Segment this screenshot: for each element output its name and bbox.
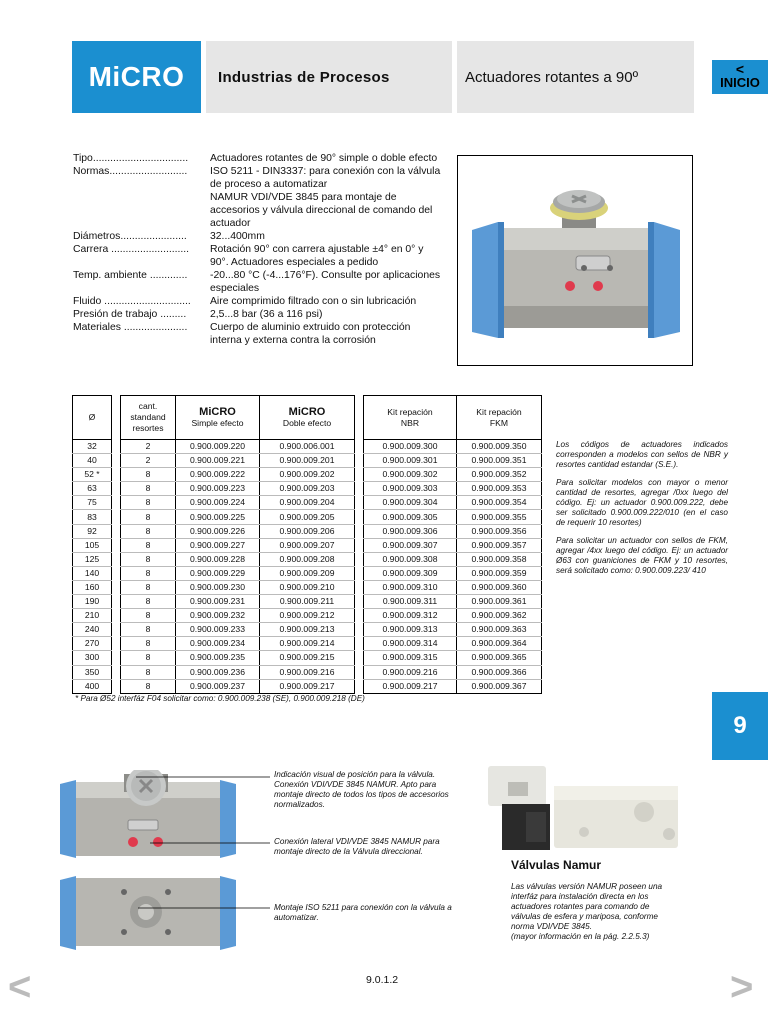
spec-label: Normas........................... [73,166,188,177]
cell-diameter: 52 * [73,468,112,482]
cell-kit-nbr: 0.900.009.314 [364,637,457,651]
cell-kit-fkm: 0.900.009.353 [457,482,542,496]
cell-simple: 0.900.009.224 [176,496,260,510]
cell-quantity: 2 [121,440,176,454]
cell-simple: 0.900.009.223 [176,482,260,496]
actuator-photo [457,155,693,366]
cell-diameter: 105 [73,538,112,552]
cell-simple: 0.900.009.230 [176,580,260,594]
cell-simple: 0.900.009.229 [176,566,260,580]
cell-diameter: 160 [73,580,112,594]
table-row [73,440,542,454]
spec-value: Actuadores rotantes de 90° simple o doble efecto [210,153,438,164]
header-simple [176,396,260,440]
spec-row [73,308,443,321]
cell-doble: 0.900.009.208 [260,552,355,566]
table-row [73,580,542,594]
cell-quantity: 8 [121,496,176,510]
cell-diameter: 240 [73,623,112,637]
prev-page-button[interactable]: < [8,965,32,1009]
header-quantity: cant. standand resortes [121,396,176,440]
cell-diameter: 92 [73,524,112,538]
valves-description: Las válvulas versión NAMUR poseen una interfáz para instalación directa en los actuadores rotantes para comando de válvulas de esfera y mariposa, conforme norma VDI/VDE 3845. (mayor información en la pág. 2.2.5.3) [511,882,663,941]
cell-diameter: 400 [73,679,112,693]
header-doble-label: Doble efecto [282,417,332,428]
header-kit-fkm: Kit repación FKM [457,396,542,440]
table-row [73,609,542,623]
cell-kit-nbr: 0.900.009.216 [364,665,457,679]
cell-quantity: 8 [121,566,176,580]
cell-kit-fkm: 0.900.009.363 [457,623,542,637]
chapter-tab[interactable]: 9 [712,692,768,760]
table-row [73,482,542,496]
cell-diameter: 300 [73,651,112,665]
cell-simple: 0.900.009.233 [176,623,260,637]
cell-simple: 0.900.009.236 [176,665,260,679]
spec-row [73,295,443,308]
cell-doble: 0.900.009.216 [260,665,355,679]
cell-simple: 0.900.009.237 [176,679,260,693]
header-diameter: Ø [73,396,112,440]
caption-iso: Montaje ISO 5211 para conexión con la válvula a automatizar. [274,903,452,922]
page-subtitle: Actuadores rotantes a 90º [457,41,694,113]
caption-indicator: Indicación visual de posición para la válvula. Conexión VDI/VDE 3845 NAMUR. Apto para montaje directo de todos los tipos de accesorios normalizados. [274,770,449,809]
cell-kit-fkm: 0.900.009.359 [457,566,542,580]
cell-kit-fkm: 0.900.009.366 [457,665,542,679]
page-number: 9.0.1.2 [366,974,399,986]
cell-doble: 0.900.009.207 [260,538,355,552]
cell-diameter: 83 [73,510,112,524]
cell-kit-nbr: 0.900.009.315 [364,651,457,665]
table-row [73,538,542,552]
spec-row [73,321,443,347]
section-title: Industrias de Procesos [206,41,452,113]
cell-kit-nbr: 0.900.009.304 [364,496,457,510]
cell-simple: 0.900.009.235 [176,651,260,665]
cell-simple: 0.900.009.232 [176,609,260,623]
cell-simple: 0.900.009.228 [176,552,260,566]
spec-row [73,269,443,295]
cell-kit-nbr: 0.900.009.301 [364,454,457,468]
chevron-left-icon: < [735,61,745,77]
cell-simple: 0.900.009.222 [176,468,260,482]
cell-quantity: 8 [121,552,176,566]
spec-label: Temp. ambiente ............. [73,270,188,281]
cell-doble: 0.900.006.001 [260,440,355,454]
cell-doble: 0.900.009.217 [260,679,355,693]
cell-doble: 0.900.009.215 [260,651,355,665]
cell-doble: 0.900.009.201 [260,454,355,468]
cell-simple: 0.900.009.226 [176,524,260,538]
cell-kit-fkm: 0.900.009.362 [457,609,542,623]
cell-diameter: 350 [73,665,112,679]
cell-doble: 0.900.009.211 [260,595,355,609]
cell-kit-fkm: 0.900.009.358 [457,552,542,566]
next-page-button[interactable]: > [730,965,754,1009]
spec-value: ISO 5211 - DIN3337: para conexión con la válvula de proceso a automatizar NAMUR VDI/VDE 3845 para montaje de accesorios y válvula direccional de comando del actuador [210,166,441,229]
table-footnote: * Para Ø52 interfáz F04 solicitar como: 0.900.009.238 (SE), 0.900.009.218 (DE) [75,694,365,703]
spec-value: Rotación 90° con carrera ajustable ±4° en 0° y 90°. Actuadores especiales a pedido [210,244,424,268]
cell-diameter: 210 [73,609,112,623]
header-simple-label: Simple efecto [191,417,244,428]
cell-kit-nbr: 0.900.009.305 [364,510,457,524]
cell-kit-fkm: 0.900.009.350 [457,440,542,454]
table-row [73,623,542,637]
cell-kit-nbr: 0.900.009.312 [364,609,457,623]
cell-kit-fkm: 0.900.009.354 [457,496,542,510]
note-3: Para solicitar un actuador con sellos de FKM, agregar /4xx luego del código. Ej: un actuador Ø63 con guaniciones de FKM y 10 resortes, será solicitado como: 0.900.009.223/ 410 [556,536,728,575]
cell-kit-fkm: 0.900.009.351 [457,454,542,468]
caption-namur: Conexión lateral VDI/VDE 3845 NAMUR para montaje directo de la Válvula direccional. [274,837,440,856]
spec-list [73,152,443,347]
cell-simple: 0.900.009.231 [176,595,260,609]
spec-value: -20...80 °C (-4...176°F). Consulte por aplicaciones especiales [210,270,441,294]
header-doble [260,396,355,440]
cell-quantity: 8 [121,580,176,594]
table-row [73,665,542,679]
home-label: INICIO [720,75,760,90]
cell-doble: 0.900.009.203 [260,482,355,496]
cell-diameter: 32 [73,440,112,454]
cell-doble: 0.900.009.212 [260,609,355,623]
cell-diameter: 63 [73,482,112,496]
note-1: Los códigos de actuadores indicados corresponden a modelos con sellos de NBR y resortes cantidad estandar (S.E.). [556,440,728,469]
header-kit-nbr: Kit repación NBR [364,396,457,440]
cell-quantity: 8 [121,637,176,651]
spec-row [73,230,443,243]
valves-title: Válvulas Namur [511,858,602,872]
namur-valve-photo [484,762,684,854]
cell-kit-nbr: 0.900.009.303 [364,482,457,496]
spec-label: Carrera ........................... [73,244,190,255]
cell-doble: 0.900.009.204 [260,496,355,510]
spec-label: Presión de trabajo ......... [73,309,187,320]
ordering-notes [556,440,728,584]
cell-diameter: 40 [73,454,112,468]
cell-diameter: 140 [73,566,112,580]
cell-simple: 0.900.009.225 [176,510,260,524]
cell-kit-nbr: 0.900.009.302 [364,468,457,482]
cell-quantity: 8 [121,609,176,623]
cell-kit-fkm: 0.900.009.364 [457,637,542,651]
spec-row [73,165,443,230]
cell-kit-nbr: 0.900.009.306 [364,524,457,538]
cell-doble: 0.900.009.213 [260,623,355,637]
cell-kit-nbr: 0.900.009.300 [364,440,457,454]
table-row [73,552,542,566]
cell-quantity: 8 [121,524,176,538]
table-row [73,679,542,693]
spec-label: Diámetros....................... [73,231,187,242]
cell-kit-nbr: 0.900.009.217 [364,679,457,693]
table-row [73,637,542,651]
cell-diameter: 270 [73,637,112,651]
actuator-illustration [458,156,692,365]
home-button[interactable] [712,60,768,94]
table-row [73,468,542,482]
cell-kit-nbr: 0.900.009.313 [364,623,457,637]
cell-quantity: 8 [121,665,176,679]
cell-diameter: 190 [73,595,112,609]
cell-quantity: 8 [121,510,176,524]
spec-label: Tipo................................. [73,153,189,164]
cell-quantity: 8 [121,623,176,637]
cell-quantity: 8 [121,595,176,609]
cell-kit-fkm: 0.900.009.360 [457,580,542,594]
cell-kit-fkm: 0.900.009.361 [457,595,542,609]
cell-simple: 0.900.009.220 [176,440,260,454]
cell-quantity: 8 [121,538,176,552]
caption-leaders [130,765,280,915]
cell-kit-fkm: 0.900.009.367 [457,679,542,693]
actuator-codes-table [72,395,542,694]
cell-quantity: 8 [121,482,176,496]
table-row [73,524,542,538]
cell-kit-fkm: 0.900.009.365 [457,651,542,665]
cell-doble: 0.900.009.209 [260,566,355,580]
cell-doble: 0.900.009.214 [260,637,355,651]
cell-diameter: 75 [73,496,112,510]
cell-doble: 0.900.009.210 [260,580,355,594]
cell-simple: 0.900.009.221 [176,454,260,468]
spec-value: 32...400mm [210,231,265,242]
header-brand-doble: MiCRO [288,405,326,418]
cell-doble: 0.900.009.205 [260,510,355,524]
header-brand-simple: MiCRO [199,405,236,418]
spec-row [73,152,443,165]
cell-kit-fkm: 0.900.009.352 [457,468,542,482]
cell-kit-nbr: 0.900.009.310 [364,580,457,594]
cell-kit-fkm: 0.900.009.355 [457,510,542,524]
spec-value: 2,5...8 bar (36 a 116 psi) [210,309,323,320]
cell-kit-fkm: 0.900.009.357 [457,538,542,552]
cell-kit-nbr: 0.900.009.308 [364,552,457,566]
cell-simple: 0.900.009.234 [176,637,260,651]
cell-kit-fkm: 0.900.009.356 [457,524,542,538]
table-row [73,496,542,510]
cell-diameter: 125 [73,552,112,566]
spec-label: Fluido .............................. [73,296,191,307]
spec-label: Materiales ...................... [73,322,188,333]
cell-doble: 0.900.009.206 [260,524,355,538]
cell-simple: 0.900.009.227 [176,538,260,552]
spec-value: Aire comprimido filtrado con o sin lubricación [210,296,417,307]
cell-kit-nbr: 0.900.009.307 [364,538,457,552]
cell-kit-nbr: 0.900.009.311 [364,595,457,609]
cell-quantity: 8 [121,679,176,693]
table-row [73,454,542,468]
cell-quantity: 8 [121,468,176,482]
table-row [73,566,542,580]
cell-quantity: 2 [121,454,176,468]
micro-logo: MiCRO [72,41,201,113]
cell-kit-nbr: 0.900.009.309 [364,566,457,580]
note-2: Para solicitar modelos con mayor o menor cantidad de resortes, agregar /0xx luego del código. Ej: un actuador 0.900.009.222, debe ser solicitado 0.900.009.222/010 (en el caso de requerir 10 resortes) [556,478,728,527]
table-row [73,651,542,665]
cell-quantity: 8 [121,651,176,665]
spec-value: Cuerpo de aluminio extruido con protección interna y externa contra la corrosión [210,322,411,346]
table-row [73,595,542,609]
spec-row [73,243,443,269]
table-row [73,510,542,524]
cell-doble: 0.900.009.202 [260,468,355,482]
